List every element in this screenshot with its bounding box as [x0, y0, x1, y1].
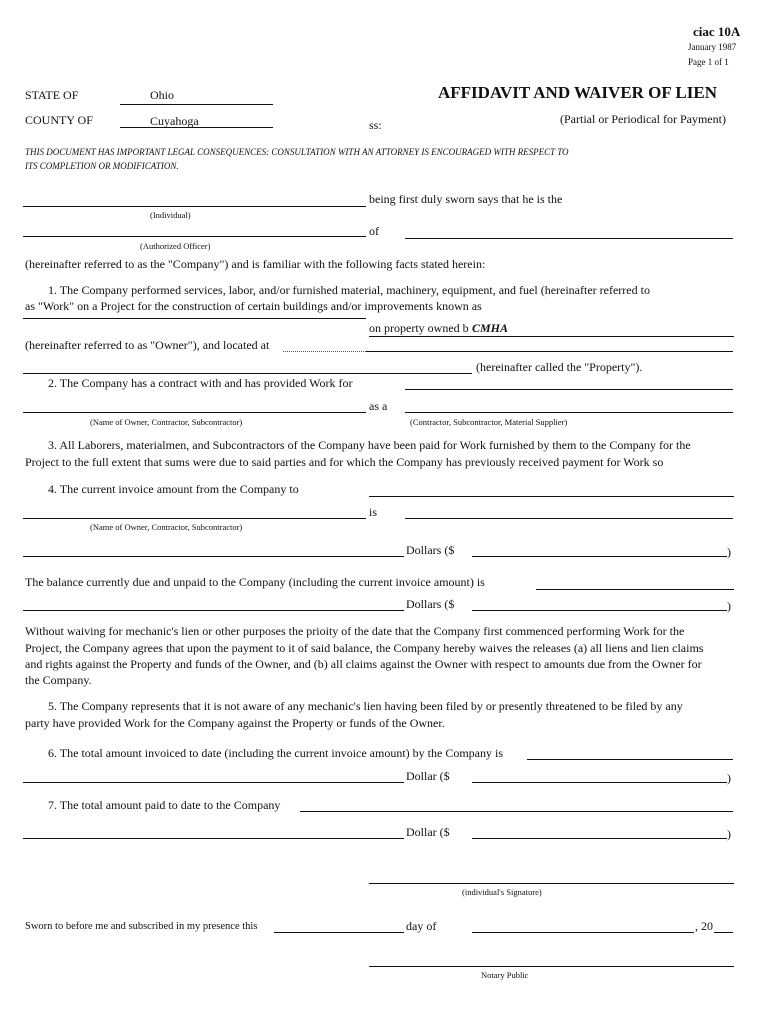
- state-value[interactable]: Ohio: [150, 88, 174, 102]
- item2-caption-left: (Name of Owner, Contractor, Subcontractor): [90, 417, 243, 427]
- dollars-close-1: ): [727, 545, 731, 559]
- waiver-line-3: and rights against the Property and funds of the Owner, and (b) all claims against the Owner with respect to amounts due from the Owner for: [25, 657, 702, 671]
- paid-dollars-field[interactable]: [472, 838, 727, 839]
- county-label: COUNTY OF: [25, 113, 93, 127]
- contract-party-field[interactable]: [405, 389, 733, 390]
- paid-total-words-field[interactable]: [23, 838, 404, 839]
- notary-caption: Notary Public: [481, 970, 529, 980]
- county-underline: [120, 127, 273, 128]
- as-a-label: as a: [369, 399, 388, 413]
- balance-words-field[interactable]: [23, 610, 404, 611]
- contract-party-field-2[interactable]: [23, 412, 366, 413]
- dollar-label-7: Dollar ($: [406, 825, 450, 839]
- item3-line-1: 3. All Laborers, materialmen, and Subcontractors of the Company have been paid for Work furnished by them to the Company for the: [48, 438, 691, 452]
- item1-line-2: as "Work" on a Project for the construction of certain buildings and/or improvements known as: [25, 299, 482, 313]
- invoice-dollars-words-field[interactable]: [23, 556, 404, 557]
- item1-line-1: 1. The Company performed services, labor, and/or furnished material, machinery, equipment, and fuel (hereinafter referred to: [48, 283, 650, 297]
- officer-field[interactable]: [23, 236, 366, 237]
- item6-text: 6. The total amount invoiced to date (including the current invoice amount) by the Company is: [48, 746, 504, 760]
- signature-field[interactable]: [369, 883, 734, 884]
- item5-line-1: 5. The Company represents that it is not aware of any mechanic's lien having been filed by or presently threatened to be filed by any: [48, 699, 683, 713]
- location-field-2[interactable]: [23, 373, 472, 374]
- is-label: is: [369, 505, 378, 519]
- invoice-amount-words-field[interactable]: [405, 518, 733, 519]
- company-line: (hereinafter referred to as the "Company") and is familiar with the following facts stated herein:: [25, 257, 486, 271]
- ss-label: ss:: [369, 118, 382, 132]
- item5-line-2: party have provided Work for the Company against the Property or funds of the Owner.: [25, 716, 445, 730]
- document-subtitle: (Partial or Periodical for Payment): [560, 112, 726, 126]
- dollar-close-6: ): [727, 771, 731, 785]
- waiver-line-4: the Company.: [25, 673, 92, 687]
- notary-signature-field[interactable]: [369, 966, 734, 967]
- item2-text: 2. The Company has a contract with and has provided Work for: [48, 376, 353, 390]
- item2-caption-right: (Contractor, Subcontractor, Material Supplier): [410, 417, 568, 427]
- sworn-before-text: Sworn to before me and subscribed in my presence this: [25, 921, 258, 932]
- county-value[interactable]: Cuyahoga: [150, 114, 199, 128]
- project-field[interactable]: [23, 318, 366, 319]
- sworn-text: being first duly sworn says that he is the: [369, 192, 563, 206]
- owned-by-label: on property owned b: [369, 321, 469, 335]
- dollar-label-6: Dollar ($: [406, 769, 450, 783]
- invoiced-total-field[interactable]: [527, 759, 733, 760]
- item4-text: 4. The current invoice amount from the Company to: [48, 482, 299, 496]
- document-title: AFFIDAVIT AND WAIVER OF LIEN: [438, 83, 717, 102]
- item3-line-2: Project to the full extent that sums were due to said parties and for which the Company has previously received payment for Work so: [25, 455, 664, 469]
- invoiced-dollars-field[interactable]: [472, 782, 727, 783]
- item4-caption: (Name of Owner, Contractor, Subcontractor): [90, 522, 243, 532]
- state-underline: [120, 104, 273, 105]
- waiver-line-2: Project, the Company agrees that upon the payment to it of said balance, the Company hereby waives the releases (a) all liens and lien claims: [25, 641, 704, 655]
- item7-text: 7. The total amount paid to date to the Company: [48, 798, 281, 812]
- state-label: STATE OF: [25, 88, 79, 102]
- owner-line: (hereinafter referred to as "Owner"), and located at: [25, 338, 270, 352]
- officer-caption: (Authorized Officer): [140, 241, 211, 251]
- invoiced-total-words-field[interactable]: [23, 782, 404, 783]
- of-label: of: [369, 224, 379, 238]
- balance-dollars-field[interactable]: [472, 610, 727, 611]
- location-field-cont: [366, 351, 733, 352]
- dollars-label-1: Dollars ($: [406, 543, 455, 557]
- dollars-label-2: Dollars ($: [406, 597, 455, 611]
- paid-total-field[interactable]: [300, 811, 733, 812]
- balance-text: The balance currently due and unpaid to the Company (including the current invoice amount) is: [25, 575, 485, 589]
- location-field[interactable]: [283, 351, 366, 352]
- form-code: ciac 10A: [693, 24, 741, 39]
- invoice-to-field[interactable]: [369, 496, 734, 497]
- dollars-close-2: ): [727, 599, 731, 613]
- individual-field[interactable]: [23, 206, 366, 207]
- role-field[interactable]: [405, 412, 733, 413]
- day-of-label: day of: [406, 919, 437, 933]
- invoice-to-field-2[interactable]: [23, 518, 366, 519]
- warning-line-1: THIS DOCUMENT HAS IMPORTANT LEGAL CONSEQUENCES: CONSULTATION WITH AN ATTORNEY IS ENCOURAGED WITH RESPECT TO: [25, 147, 569, 157]
- company-field[interactable]: [405, 238, 733, 239]
- balance-field[interactable]: [536, 589, 734, 590]
- property-label: (hereinafter called the "Property").: [476, 360, 643, 374]
- form-date: January 1987: [688, 42, 737, 52]
- month-field[interactable]: [472, 932, 694, 933]
- day-field[interactable]: [274, 932, 404, 933]
- year-label: , 20: [695, 919, 713, 933]
- signature-caption: (individual's Signature): [462, 887, 542, 897]
- owner-value[interactable]: CMHA: [472, 321, 509, 335]
- waiver-line-1: Without waiving for mechanic's lien or other purposes the prioity of the date that the Company first commenced performing Work for the: [25, 624, 685, 638]
- dollar-close-7: ): [727, 827, 731, 841]
- owner-field: [369, 336, 734, 337]
- warning-line-2: ITS COMPLETION OR MODIFICATION.: [25, 161, 179, 171]
- year-field[interactable]: [714, 932, 733, 933]
- individual-caption: (Individual): [150, 210, 191, 220]
- invoice-dollars-field[interactable]: [472, 556, 727, 557]
- page-label: Page 1 of 1: [688, 57, 729, 67]
